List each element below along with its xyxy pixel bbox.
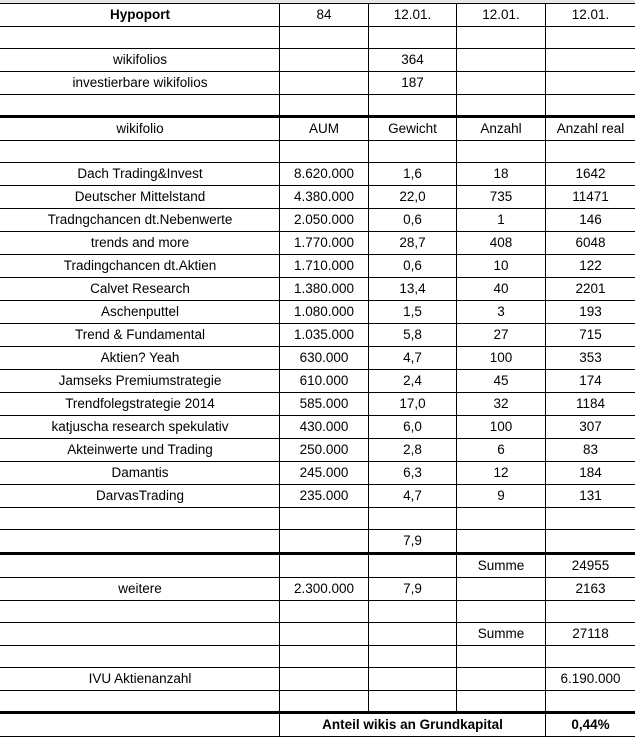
date-cell-3: 12.01. xyxy=(546,4,635,27)
row-name: Tradingchancen dt.Aktien xyxy=(1,255,280,278)
table-row[interactable] xyxy=(1,301,635,324)
empty-cell xyxy=(546,49,635,72)
empty-cell xyxy=(369,508,457,530)
row-anzahl-real: 2201 xyxy=(546,278,635,301)
table-row-spacer[interactable] xyxy=(1,691,635,713)
row-aum: 610.000 xyxy=(280,370,369,393)
row-anzahl-real: 11471 xyxy=(546,186,635,209)
row-anzahl: 12 xyxy=(457,462,546,485)
empty-cell xyxy=(1,623,280,646)
table-row-ivu[interactable] xyxy=(1,668,635,691)
row-name: Akteinwerte und Trading xyxy=(1,439,280,462)
empty-cell xyxy=(1,508,280,530)
empty-cell xyxy=(457,49,546,72)
weitere-anzahl-real: 2163 xyxy=(546,578,635,601)
row-anzahl-real: 184 xyxy=(546,462,635,485)
ivu-value: 6.190.000 xyxy=(546,668,635,691)
row-anzahl: 6 xyxy=(457,439,546,462)
company-title: Hypoport xyxy=(1,4,280,27)
row-anzahl: 735 xyxy=(457,186,546,209)
empty-cell xyxy=(280,508,369,530)
empty-cell xyxy=(546,508,635,530)
empty-cell xyxy=(280,691,369,713)
empty-cell xyxy=(546,646,635,668)
table-row[interactable] xyxy=(1,485,635,508)
table-row-subtotal-gewicht[interactable] xyxy=(1,530,635,554)
empty-cell xyxy=(1,554,280,578)
company-value: 84 xyxy=(280,4,369,27)
column-header-anzahl-real: Anzahl real xyxy=(546,117,635,141)
empty-cell xyxy=(369,668,457,691)
empty-cell xyxy=(457,141,546,163)
empty-cell xyxy=(280,72,369,95)
empty-cell xyxy=(546,691,635,713)
wikifolios-count: 364 xyxy=(369,49,457,72)
row-anzahl: 27 xyxy=(457,324,546,347)
ivu-label: IVU Aktienanzahl xyxy=(1,668,280,691)
empty-cell xyxy=(546,141,635,163)
empty-cell xyxy=(1,27,280,49)
row-name: Calvet Research xyxy=(1,278,280,301)
table-row[interactable] xyxy=(1,232,635,255)
column-header-gewicht: Gewicht xyxy=(369,117,457,141)
row-aum: 430.000 xyxy=(280,416,369,439)
table-row-spacer[interactable] xyxy=(1,95,635,117)
row-aum: 1.380.000 xyxy=(280,278,369,301)
row-anzahl-real: 122 xyxy=(546,255,635,278)
row-anzahl: 45 xyxy=(457,370,546,393)
empty-cell xyxy=(280,601,369,623)
row-aum: 1.080.000 xyxy=(280,301,369,324)
row-gewicht: 13,4 xyxy=(369,278,457,301)
row-anzahl: 32 xyxy=(457,393,546,416)
row-anzahl: 100 xyxy=(457,347,546,370)
empty-cell xyxy=(1,601,280,623)
row-name: Damantis xyxy=(1,462,280,485)
table-row[interactable] xyxy=(1,186,635,209)
empty-cell xyxy=(457,95,546,117)
weitere-aum: 2.300.000 xyxy=(280,578,369,601)
empty-cell xyxy=(546,95,635,117)
row-name: Trend & Fundamental xyxy=(1,324,280,347)
empty-cell xyxy=(457,578,546,601)
row-anzahl-real: 131 xyxy=(546,485,635,508)
row-aum: 1.035.000 xyxy=(280,324,369,347)
table-row-spacer[interactable] xyxy=(1,141,635,163)
table-row[interactable] xyxy=(1,462,635,485)
table-row-wikifolios[interactable] xyxy=(1,49,635,72)
row-anzahl: 18 xyxy=(457,163,546,186)
row-gewicht: 17,0 xyxy=(369,393,457,416)
row-anzahl: 10 xyxy=(457,255,546,278)
empty-cell xyxy=(369,554,457,578)
summe-value-2: 27118 xyxy=(546,623,635,646)
row-aum: 585.000 xyxy=(280,393,369,416)
table-row[interactable] xyxy=(1,370,635,393)
empty-cell xyxy=(1,646,280,668)
investierbare-label: investierbare wikifolios xyxy=(1,72,280,95)
row-anzahl-real: 307 xyxy=(546,416,635,439)
table-row[interactable] xyxy=(1,324,635,347)
subtotal-gewicht-value: 7,9 xyxy=(369,530,457,554)
empty-cell xyxy=(369,95,457,117)
empty-cell xyxy=(369,141,457,163)
empty-cell xyxy=(1,691,280,713)
empty-cell xyxy=(546,72,635,95)
anteil-label: Anteil wikis an Grundkapital xyxy=(280,713,546,737)
date-cell-1: 12.01. xyxy=(369,4,457,27)
row-aum: 1.770.000 xyxy=(280,232,369,255)
empty-cell xyxy=(546,601,635,623)
wikifolios-label: wikifolios xyxy=(1,49,280,72)
table-row-spacer[interactable] xyxy=(1,646,635,668)
row-gewicht: 22,0 xyxy=(369,186,457,209)
empty-cell xyxy=(457,508,546,530)
table-row-summe-2[interactable] xyxy=(1,623,635,646)
row-aum: 245.000 xyxy=(280,462,369,485)
row-anzahl-real: 1642 xyxy=(546,163,635,186)
row-gewicht: 0,6 xyxy=(369,255,457,278)
empty-cell xyxy=(280,623,369,646)
row-anzahl-real: 1184 xyxy=(546,393,635,416)
empty-cell xyxy=(1,141,280,163)
empty-cell xyxy=(546,530,635,554)
row-gewicht: 2,4 xyxy=(369,370,457,393)
row-name: Aktien? Yeah xyxy=(1,347,280,370)
row-anzahl-real: 715 xyxy=(546,324,635,347)
empty-cell xyxy=(280,668,369,691)
row-name: Aschenputtel xyxy=(1,301,280,324)
table-row[interactable] xyxy=(1,209,635,232)
row-anzahl-real: 193 xyxy=(546,301,635,324)
data-table xyxy=(0,3,635,737)
row-name: katjuscha research spekulativ xyxy=(1,416,280,439)
row-gewicht: 0,6 xyxy=(369,209,457,232)
table-row-spacer[interactable] xyxy=(1,601,635,623)
weitere-gewicht: 7,9 xyxy=(369,578,457,601)
table-row-spacer[interactable] xyxy=(1,508,635,530)
table-row[interactable] xyxy=(1,278,635,301)
empty-cell xyxy=(280,49,369,72)
row-aum: 8.620.000 xyxy=(280,163,369,186)
empty-cell xyxy=(369,691,457,713)
row-name: Jamseks Premiumstrategie xyxy=(1,370,280,393)
row-aum: 2.050.000 xyxy=(280,209,369,232)
empty-cell xyxy=(280,95,369,117)
empty-cell xyxy=(369,601,457,623)
row-anzahl: 3 xyxy=(457,301,546,324)
table-header-row[interactable] xyxy=(1,117,635,141)
empty-cell xyxy=(1,713,280,737)
row-aum: 235.000 xyxy=(280,485,369,508)
empty-cell xyxy=(457,530,546,554)
weitere-label: weitere xyxy=(1,578,280,601)
row-anzahl: 100 xyxy=(457,416,546,439)
empty-cell xyxy=(457,601,546,623)
table-row-investierbare[interactable] xyxy=(1,72,635,95)
empty-cell xyxy=(457,27,546,49)
table-row[interactable] xyxy=(1,393,635,416)
empty-cell xyxy=(280,141,369,163)
empty-cell xyxy=(457,646,546,668)
row-gewicht: 1,5 xyxy=(369,301,457,324)
row-name: Trendfolegstrategie 2014 xyxy=(1,393,280,416)
row-aum: 630.000 xyxy=(280,347,369,370)
empty-cell xyxy=(369,646,457,668)
summe-value-1: 24955 xyxy=(546,554,635,578)
row-gewicht: 28,7 xyxy=(369,232,457,255)
row-anzahl-real: 6048 xyxy=(546,232,635,255)
empty-cell xyxy=(369,623,457,646)
row-gewicht: 4,7 xyxy=(369,485,457,508)
row-name: Dach Trading&Invest xyxy=(1,163,280,186)
summe-label-2: Summe xyxy=(457,623,546,646)
table-row[interactable] xyxy=(1,255,635,278)
row-anzahl-real: 174 xyxy=(546,370,635,393)
empty-cell xyxy=(457,72,546,95)
row-anzahl: 40 xyxy=(457,278,546,301)
row-aum: 250.000 xyxy=(280,439,369,462)
date-cell-2: 12.01. xyxy=(457,4,546,27)
empty-cell xyxy=(457,668,546,691)
row-anzahl-real: 353 xyxy=(546,347,635,370)
table-row[interactable] xyxy=(1,416,635,439)
empty-cell xyxy=(280,554,369,578)
row-anzahl-real: 146 xyxy=(546,209,635,232)
row-gewicht: 6,3 xyxy=(369,462,457,485)
row-name: trends and more xyxy=(1,232,280,255)
table-row-weitere[interactable] xyxy=(1,578,635,601)
empty-cell xyxy=(457,691,546,713)
row-gewicht: 6,0 xyxy=(369,416,457,439)
empty-cell xyxy=(280,530,369,554)
empty-cell xyxy=(280,27,369,49)
empty-cell xyxy=(280,646,369,668)
row-name: Tradngchancen dt.Nebenwerte xyxy=(1,209,280,232)
column-header-aum: AUM xyxy=(280,117,369,141)
summe-label-1: Summe xyxy=(457,554,546,578)
table-row[interactable] xyxy=(1,163,635,186)
row-gewicht: 1,6 xyxy=(369,163,457,186)
row-anzahl-real: 83 xyxy=(546,439,635,462)
table-row-anteil[interactable] xyxy=(1,713,635,737)
empty-cell xyxy=(546,27,635,49)
row-name: Deutscher Mittelstand xyxy=(1,186,280,209)
row-aum: 1.710.000 xyxy=(280,255,369,278)
anteil-value: 0,44% xyxy=(546,713,635,737)
row-gewicht: 4,7 xyxy=(369,347,457,370)
row-gewicht: 5,8 xyxy=(369,324,457,347)
row-anzahl: 9 xyxy=(457,485,546,508)
table-row-title[interactable] xyxy=(1,4,635,27)
column-header-wikifolio: wikifolio xyxy=(1,117,280,141)
table-row-summe-1[interactable] xyxy=(1,554,635,578)
row-gewicht: 2,8 xyxy=(369,439,457,462)
row-aum: 4.380.000 xyxy=(280,186,369,209)
row-anzahl: 1 xyxy=(457,209,546,232)
column-header-anzahl: Anzahl xyxy=(457,117,546,141)
empty-cell xyxy=(1,530,280,554)
table-row[interactable] xyxy=(1,347,635,370)
investierbare-count: 187 xyxy=(369,72,457,95)
empty-cell xyxy=(1,95,280,117)
table-row[interactable] xyxy=(1,439,635,462)
empty-cell xyxy=(369,27,457,49)
table-row-spacer[interactable] xyxy=(1,27,635,49)
row-anzahl: 408 xyxy=(457,232,546,255)
row-name: DarvasTrading xyxy=(1,485,280,508)
